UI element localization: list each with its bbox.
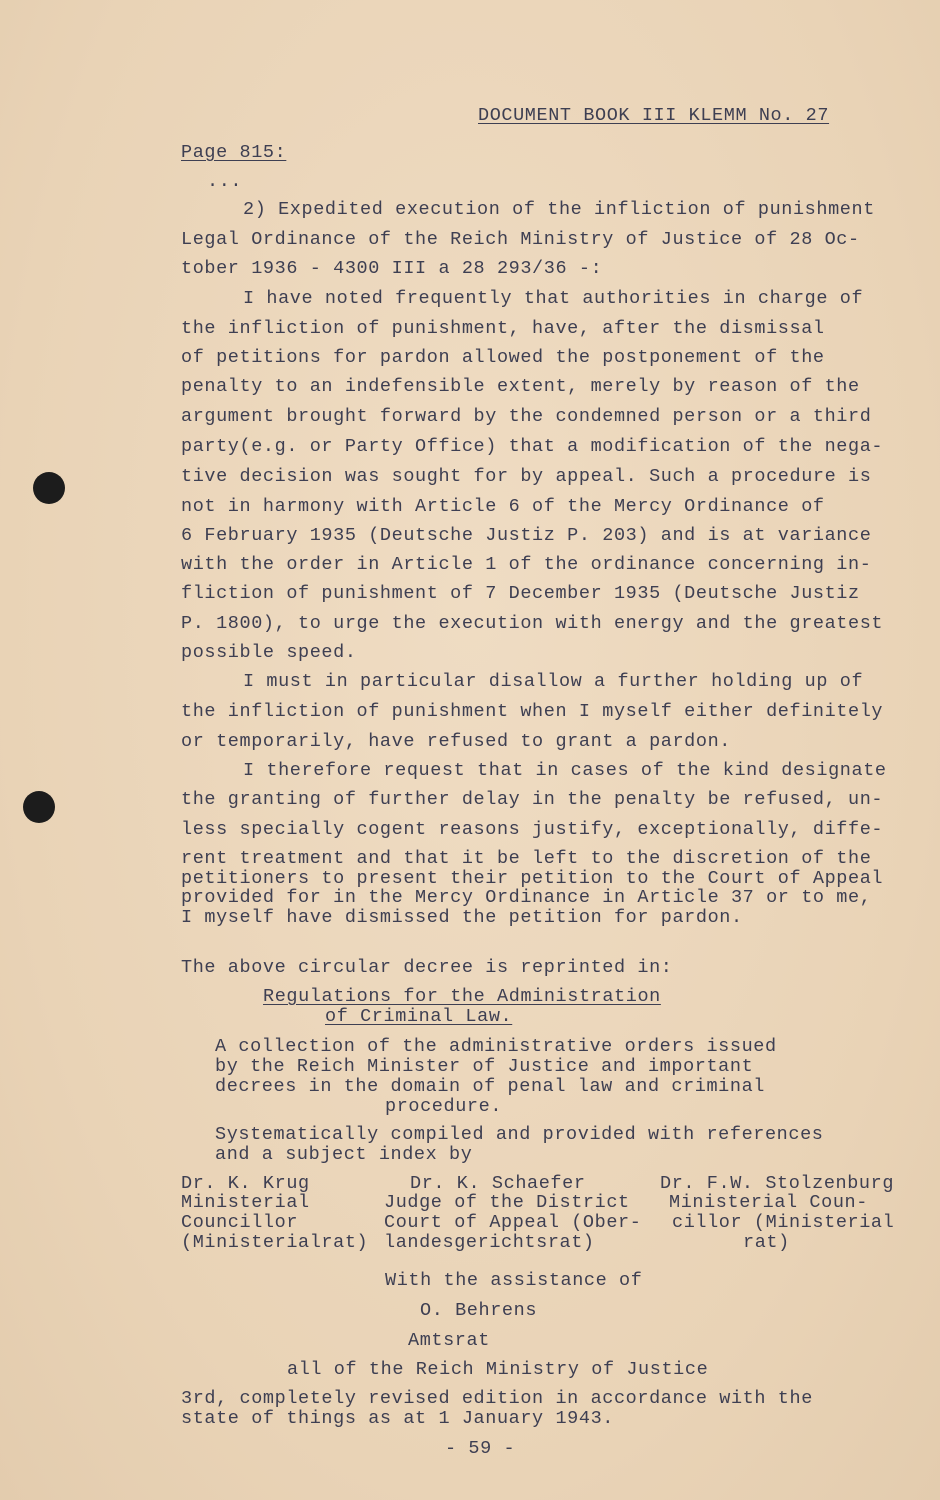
paragraph-line: I have noted frequently that authorities in charge of xyxy=(243,288,864,309)
assistance-line: With the assistance of xyxy=(385,1270,643,1291)
paragraph-line: party(e.g. or Party Office) that a modification of the nega- xyxy=(181,436,884,457)
compiled-line: and a subject index by xyxy=(215,1144,473,1165)
paragraph-line: the infliction of punishment, have, after the dismissal xyxy=(181,318,825,339)
edition-line: state of things as at 1 January 1943. xyxy=(181,1408,614,1429)
author-line: Court of Appeal (Ober- xyxy=(384,1212,642,1233)
paragraph-line: I myself have dismissed the petition for pardon. xyxy=(181,907,743,928)
page-number: - 59 - xyxy=(445,1438,516,1459)
section-heading-line: 2) Expedited execution of the infliction of punishment xyxy=(243,199,875,220)
compiled-line: Systematically compiled and provided with references xyxy=(215,1124,824,1145)
book-title: Regulations for the Administration xyxy=(263,986,661,1007)
book-title: of Criminal Law. xyxy=(325,1006,513,1027)
author-line: Ministerial xyxy=(181,1192,310,1213)
paragraph-line: of petitions for pardon allowed the postponement of the xyxy=(181,347,825,368)
section-heading-line: tober 1936 - 4300 III a 28 293/36 -: xyxy=(181,258,603,279)
paragraph-line: rent treatment and that it be left to the discretion of the xyxy=(181,848,872,869)
book-description-line: procedure. xyxy=(385,1096,503,1117)
paragraph-line: not in harmony with Article 6 of the Mercy Ordinance of xyxy=(181,496,825,517)
author-line: Councillor xyxy=(181,1212,299,1233)
book-description-line: by the Reich Minister of Justice and important xyxy=(215,1056,754,1077)
paragraph-line: fliction of punishment of 7 December 1935 (Deutsche Justiz xyxy=(181,583,860,604)
assistant-name: O. Behrens xyxy=(420,1300,538,1321)
author-line: Dr. K. Krug xyxy=(181,1173,310,1194)
author-line: rat) xyxy=(743,1232,790,1253)
paragraph-line: with the order in Article 1 of the ordinance concerning in- xyxy=(181,554,872,575)
paragraph-line: the infliction of punishment when I myself either definitely xyxy=(181,701,884,722)
author-line: Ministerial Coun- xyxy=(669,1192,868,1213)
author-line: cillor (Ministerial xyxy=(672,1212,895,1233)
paragraph-line: I therefore request that in cases of the kind designate xyxy=(243,760,887,781)
edition-line: 3rd, completely revised edition in accordance with the xyxy=(181,1388,813,1409)
assistant-title: Amtsrat xyxy=(408,1330,490,1351)
author-line: Dr. K. Schaefer xyxy=(410,1173,586,1194)
ministry-line: all of the Reich Ministry of Justice xyxy=(287,1359,709,1380)
paragraph-line: less specially cogent reasons justify, exceptionally, diffe- xyxy=(181,819,884,840)
punch-hole-lower xyxy=(23,791,55,823)
paragraph-line: I must in particular disallow a further holding up of xyxy=(243,671,864,692)
paragraph-line: P. 1800), to urge the execution with energy and the greatest xyxy=(181,613,884,634)
paragraph-line: 6 February 1935 (Deutsche Justiz P. 203) and is at variance xyxy=(181,525,872,546)
page-reference: Page 815: xyxy=(181,142,287,163)
paragraph-line: provided for in the Mercy Ordinance in Article 37 or to me, xyxy=(181,887,872,908)
paragraph-line: the granting of further delay in the penalty be refused, un- xyxy=(181,789,884,810)
paragraph-line: possible speed. xyxy=(181,642,357,663)
paragraph-line: penalty to an indefensible extent, merely by reason of the xyxy=(181,376,860,397)
paragraph-line: argument brought forward by the condemned person or a third xyxy=(181,406,872,427)
author-line: Dr. F.W. Stolzenburg xyxy=(660,1173,895,1194)
author-line: Judge of the District xyxy=(384,1192,630,1213)
book-description-line: A collection of the administrative orders issued xyxy=(215,1036,777,1057)
paragraph-line: tive decision was sought for by appeal. Such a procedure is xyxy=(181,466,872,487)
ellipsis: ... xyxy=(207,171,243,192)
paragraph-line: or temporarily, have refused to grant a pardon. xyxy=(181,731,731,752)
book-description-line: decrees in the domain of penal law and criminal xyxy=(215,1076,765,1097)
author-line: (Ministerialrat) xyxy=(181,1232,369,1253)
paragraph-line: petitioners to present their petition to the Court of Appeal xyxy=(181,868,884,889)
document-reference: DOCUMENT BOOK III KLEMM No. 27 xyxy=(478,105,830,126)
reprint-intro: The above circular decree is reprinted in: xyxy=(181,957,673,978)
author-line: landesgerichtsrat) xyxy=(384,1232,595,1253)
section-heading-line: Legal Ordinance of the Reich Ministry of Justice of 28 Oc- xyxy=(181,229,860,250)
punch-hole-upper xyxy=(33,472,65,504)
